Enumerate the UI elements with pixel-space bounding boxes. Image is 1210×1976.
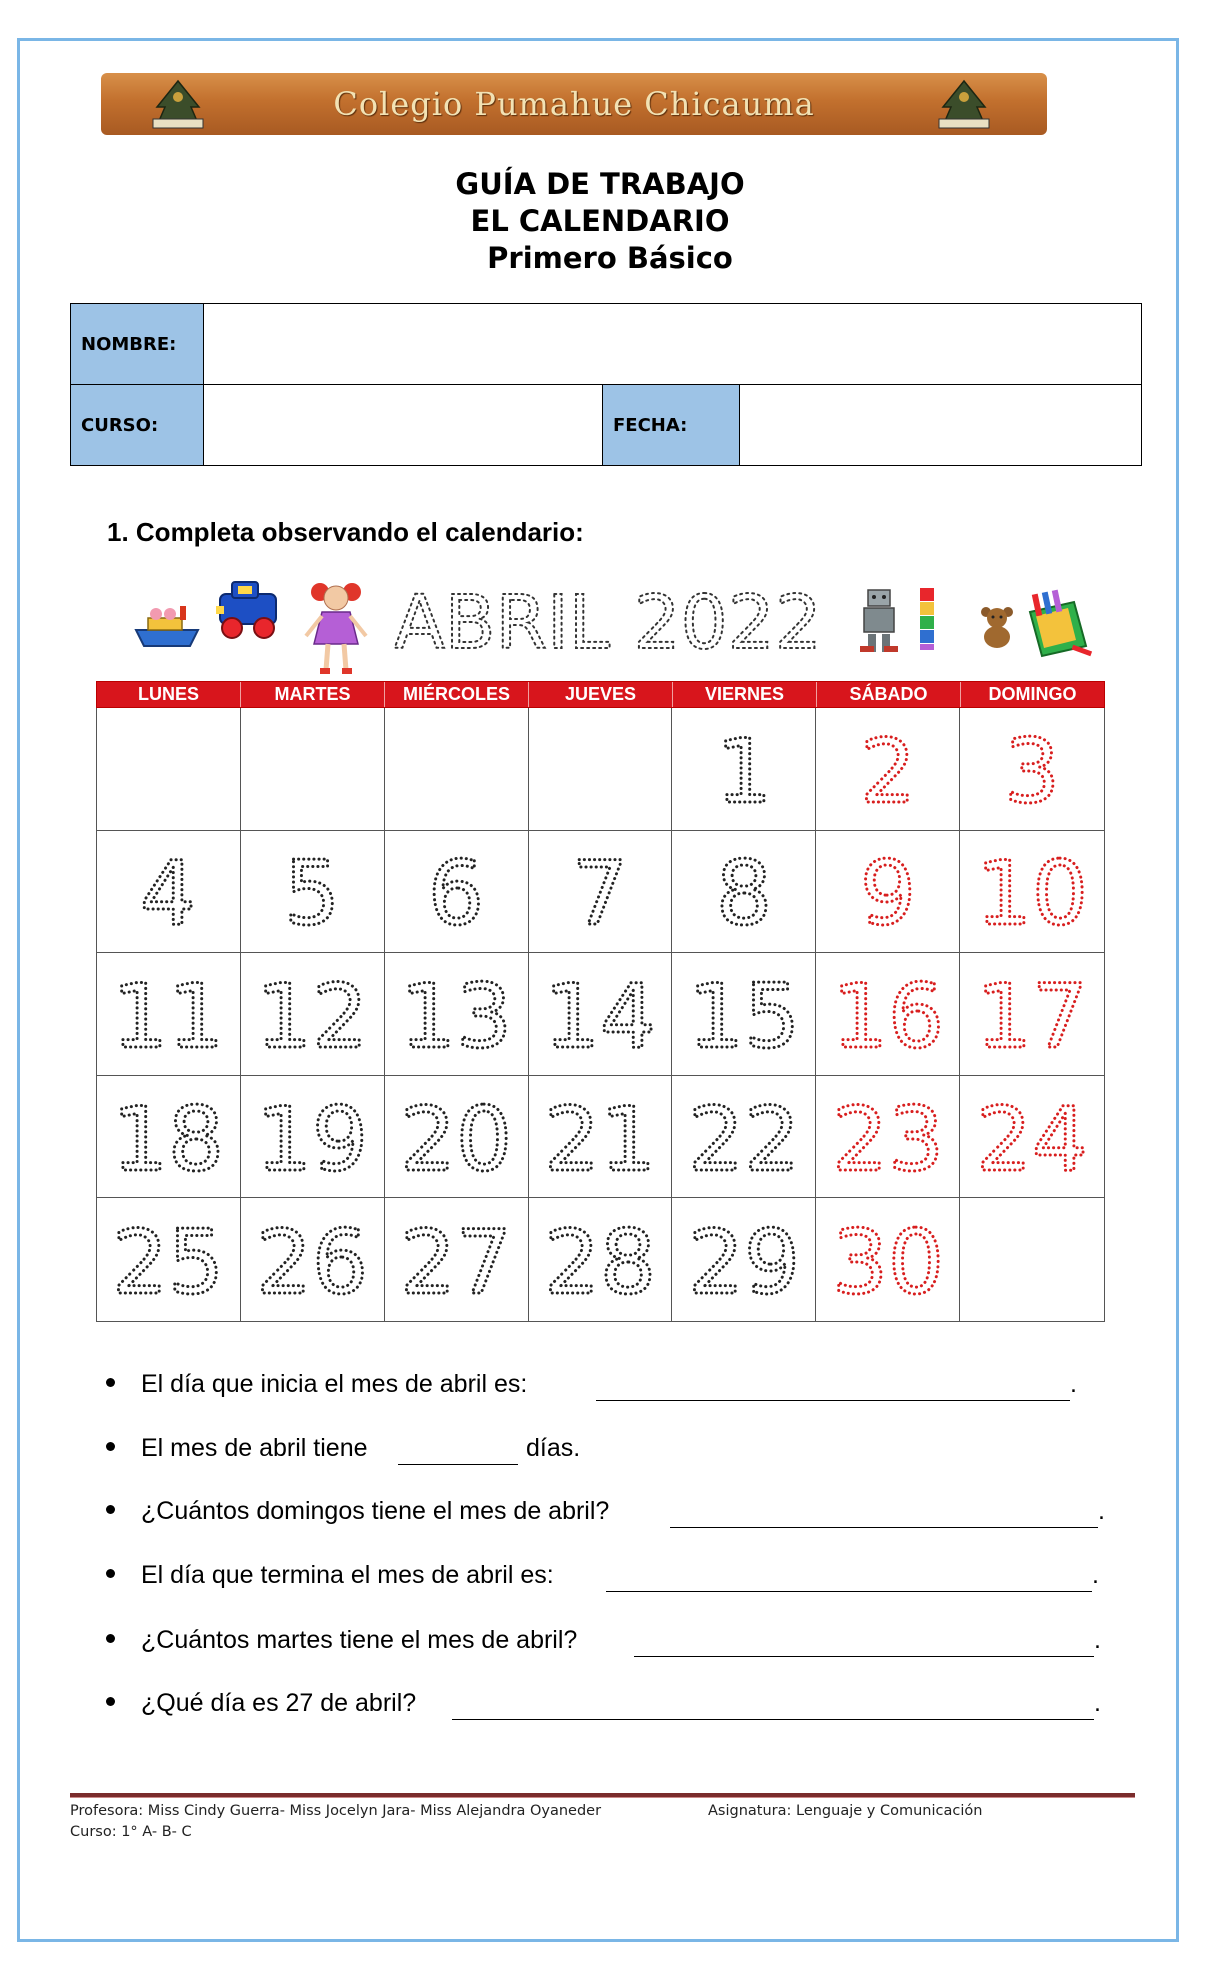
question-text: El día que termina el mes de abril es: <box>141 1561 554 1589</box>
day-number-text: 7 <box>571 842 628 946</box>
boat-toy-icon <box>132 596 202 652</box>
day-number <box>972 842 1092 946</box>
calendar-day-25 <box>97 1198 241 1321</box>
calendar-day-17 <box>960 953 1104 1076</box>
day-number-text: 14 <box>543 964 656 1068</box>
day-number <box>540 842 660 946</box>
day-number <box>396 842 516 946</box>
question-end: . <box>1070 1370 1077 1398</box>
name-field[interactable] <box>204 304 1142 385</box>
day-number-text: 29 <box>687 1210 800 1314</box>
day-number <box>396 1210 516 1314</box>
day-number-text: 9 <box>859 842 916 946</box>
day-number <box>252 964 372 1068</box>
calendar-day-7 <box>529 831 673 954</box>
month-title <box>394 578 822 666</box>
calendar-day-15 <box>672 953 816 1076</box>
day-number <box>972 964 1092 1068</box>
calendar-day-1 <box>672 708 816 831</box>
answer-line[interactable] <box>398 1464 518 1465</box>
svg-text:ABRIL 2022: ABRIL 2022 <box>394 580 822 666</box>
day-number-text: 17 <box>976 964 1089 1068</box>
weekday-monday: LUNES <box>97 682 241 707</box>
bullet-icon <box>106 1697 115 1706</box>
weekday-wednesday: MIÉRCOLES <box>385 682 529 707</box>
day-number-text: 26 <box>256 1210 369 1314</box>
school-crest-icon <box>931 77 997 131</box>
calendar-day-grid <box>96 708 1105 1322</box>
grade-title: Primero Básico <box>487 241 733 275</box>
footer-rule <box>70 1793 1135 1798</box>
school-banner <box>101 73 1047 135</box>
calendar-empty-cell <box>241 708 385 831</box>
day-number-text: 19 <box>256 1087 369 1191</box>
calendar-empty-cell <box>97 708 241 831</box>
question-text: ¿Cuántos martes tiene el mes de abril? <box>141 1626 578 1654</box>
day-number <box>972 719 1092 823</box>
day-number-text: 12 <box>256 964 369 1068</box>
question-end: . <box>1094 1689 1101 1717</box>
calendar-day-30 <box>816 1198 960 1321</box>
day-number <box>108 1087 228 1191</box>
question-after: días. <box>526 1434 581 1462</box>
weekday-friday: VIERNES <box>673 682 817 707</box>
topic-title: EL CALENDARIO <box>470 204 730 238</box>
day-number-text: 21 <box>543 1087 656 1191</box>
day-number <box>396 964 516 1068</box>
april-calendar <box>96 681 1105 1322</box>
blocks-toy-icon <box>918 586 936 652</box>
footer-teachers: Profesora: Miss Cindy Guerra- Miss Jocelyn Jara- Miss Alejandra Oyaneder <box>70 1803 602 1819</box>
question-text: El mes de abril tiene <box>141 1434 368 1462</box>
calendar-day-16 <box>816 953 960 1076</box>
day-number-text: 22 <box>687 1087 800 1191</box>
footer-subject: Asignatura: Lenguaje y Comunicación <box>708 1803 983 1819</box>
day-number-text: 16 <box>831 964 944 1068</box>
footer-course: Curso: 1° A- B- C <box>70 1824 192 1840</box>
question-text: El día que inicia el mes de abril es: <box>141 1370 528 1398</box>
date-label: FECHA: <box>603 385 740 466</box>
weekday-tuesday: MARTES <box>241 682 385 707</box>
day-number-text: 2 <box>859 719 916 823</box>
question-text: ¿Qué día es 27 de abril? <box>141 1689 417 1717</box>
day-number-text: 1 <box>715 719 772 823</box>
calendar-day-20 <box>385 1076 529 1199</box>
day-number <box>684 1087 804 1191</box>
calendar-day-29 <box>672 1198 816 1321</box>
weekday-saturday: SÁBADO <box>817 682 961 707</box>
name-label: NOMBRE: <box>71 304 204 385</box>
day-number-text: 3 <box>1004 719 1061 823</box>
calendar-day-9 <box>816 831 960 954</box>
day-number-text: 18 <box>112 1087 225 1191</box>
day-number-text: 25 <box>112 1210 225 1314</box>
calendar-empty-cell <box>960 1198 1104 1321</box>
calendar-day-4 <box>97 831 241 954</box>
day-number <box>828 1087 948 1191</box>
calendar-day-8 <box>672 831 816 954</box>
calendar-day-10 <box>960 831 1104 954</box>
calendar-day-11 <box>97 953 241 1076</box>
day-number <box>108 842 228 946</box>
day-number-text: 4 <box>140 842 197 946</box>
calendar-day-13 <box>385 953 529 1076</box>
day-number-text: 10 <box>976 842 1089 946</box>
bullet-icon <box>106 1569 115 1578</box>
day-number <box>828 964 948 1068</box>
doll-toy-icon <box>300 578 372 678</box>
weekday-sunday: DOMINGO <box>988 684 1077 704</box>
day-number <box>684 964 804 1068</box>
day-number-text: 13 <box>400 964 513 1068</box>
bullet-icon <box>106 1505 115 1514</box>
day-number <box>252 842 372 946</box>
bullet-icon <box>106 1442 115 1451</box>
day-number <box>828 1210 948 1314</box>
answer-line[interactable] <box>634 1656 1094 1657</box>
day-number-text: 30 <box>831 1210 944 1314</box>
day-number-text: 24 <box>976 1087 1089 1191</box>
calendar-day-28 <box>529 1198 673 1321</box>
day-number-text: 23 <box>831 1087 944 1191</box>
calendar-day-26 <box>241 1198 385 1321</box>
calendar-day-24 <box>960 1076 1104 1199</box>
day-number <box>684 842 804 946</box>
answer-line[interactable] <box>670 1527 1098 1528</box>
day-number-text: 20 <box>400 1087 513 1191</box>
student-info-table <box>70 303 1142 466</box>
day-number <box>108 1210 228 1314</box>
day-number-text: 6 <box>428 842 485 946</box>
day-number-text: 27 <box>400 1210 513 1314</box>
day-number-text: 15 <box>687 964 800 1068</box>
answer-line[interactable] <box>596 1400 1070 1401</box>
calendar-day-5 <box>241 831 385 954</box>
calendar-day-23 <box>816 1076 960 1199</box>
day-number-text: 8 <box>715 842 772 946</box>
robot-toy-icon <box>858 586 900 656</box>
day-number <box>252 1087 372 1191</box>
day-number-text: 5 <box>284 842 341 946</box>
calendar-day-19 <box>241 1076 385 1199</box>
day-number-text: 11 <box>112 964 225 1068</box>
course-field[interactable] <box>204 385 603 466</box>
question-1-heading: 1. Completa observando el calendario: <box>107 517 584 547</box>
bullet-icon <box>106 1378 115 1387</box>
calendar-empty-cell <box>385 708 529 831</box>
day-number <box>540 1087 660 1191</box>
day-number <box>684 1210 804 1314</box>
day-number <box>540 1210 660 1314</box>
calendar-day-21 <box>529 1076 673 1199</box>
day-number <box>396 1087 516 1191</box>
calendar-day-14 <box>529 953 673 1076</box>
day-number <box>684 719 804 823</box>
school-name: Colegio Pumahue Chicauma <box>333 85 815 123</box>
course-label: CURSO: <box>71 385 204 466</box>
calendar-day-3 <box>960 708 1104 831</box>
date-field[interactable] <box>740 385 1142 466</box>
worksheet-title: GUÍA DE TRABAJO <box>455 167 745 201</box>
calendar-day-18 <box>97 1076 241 1199</box>
bullet-icon <box>106 1634 115 1643</box>
weekday-thursday: JUEVES <box>529 682 673 707</box>
calendar-day-22 <box>672 1076 816 1199</box>
day-number <box>828 719 948 823</box>
day-number <box>540 964 660 1068</box>
question-end: . <box>1092 1561 1099 1589</box>
calendar-day-12 <box>241 953 385 1076</box>
answer-line[interactable] <box>606 1591 1092 1592</box>
day-number <box>252 1210 372 1314</box>
question-end: . <box>1098 1497 1105 1525</box>
day-number-text: 28 <box>543 1210 656 1314</box>
train-toy-icon <box>214 576 288 642</box>
calendar-day-2 <box>816 708 960 831</box>
day-number <box>828 842 948 946</box>
answer-line[interactable] <box>452 1719 1094 1720</box>
question-end: . <box>1094 1626 1101 1654</box>
calendar-weekday-header <box>96 681 1105 708</box>
calendar-day-27 <box>385 1198 529 1321</box>
calendar-empty-cell <box>529 708 673 831</box>
calendar-day-6 <box>385 831 529 954</box>
day-number <box>108 964 228 1068</box>
crayons-box-icon <box>1022 590 1096 664</box>
teddy-bear-icon <box>976 604 1018 650</box>
day-number <box>972 1087 1092 1191</box>
question-text: ¿Cuántos domingos tiene el mes de abril? <box>141 1497 610 1525</box>
